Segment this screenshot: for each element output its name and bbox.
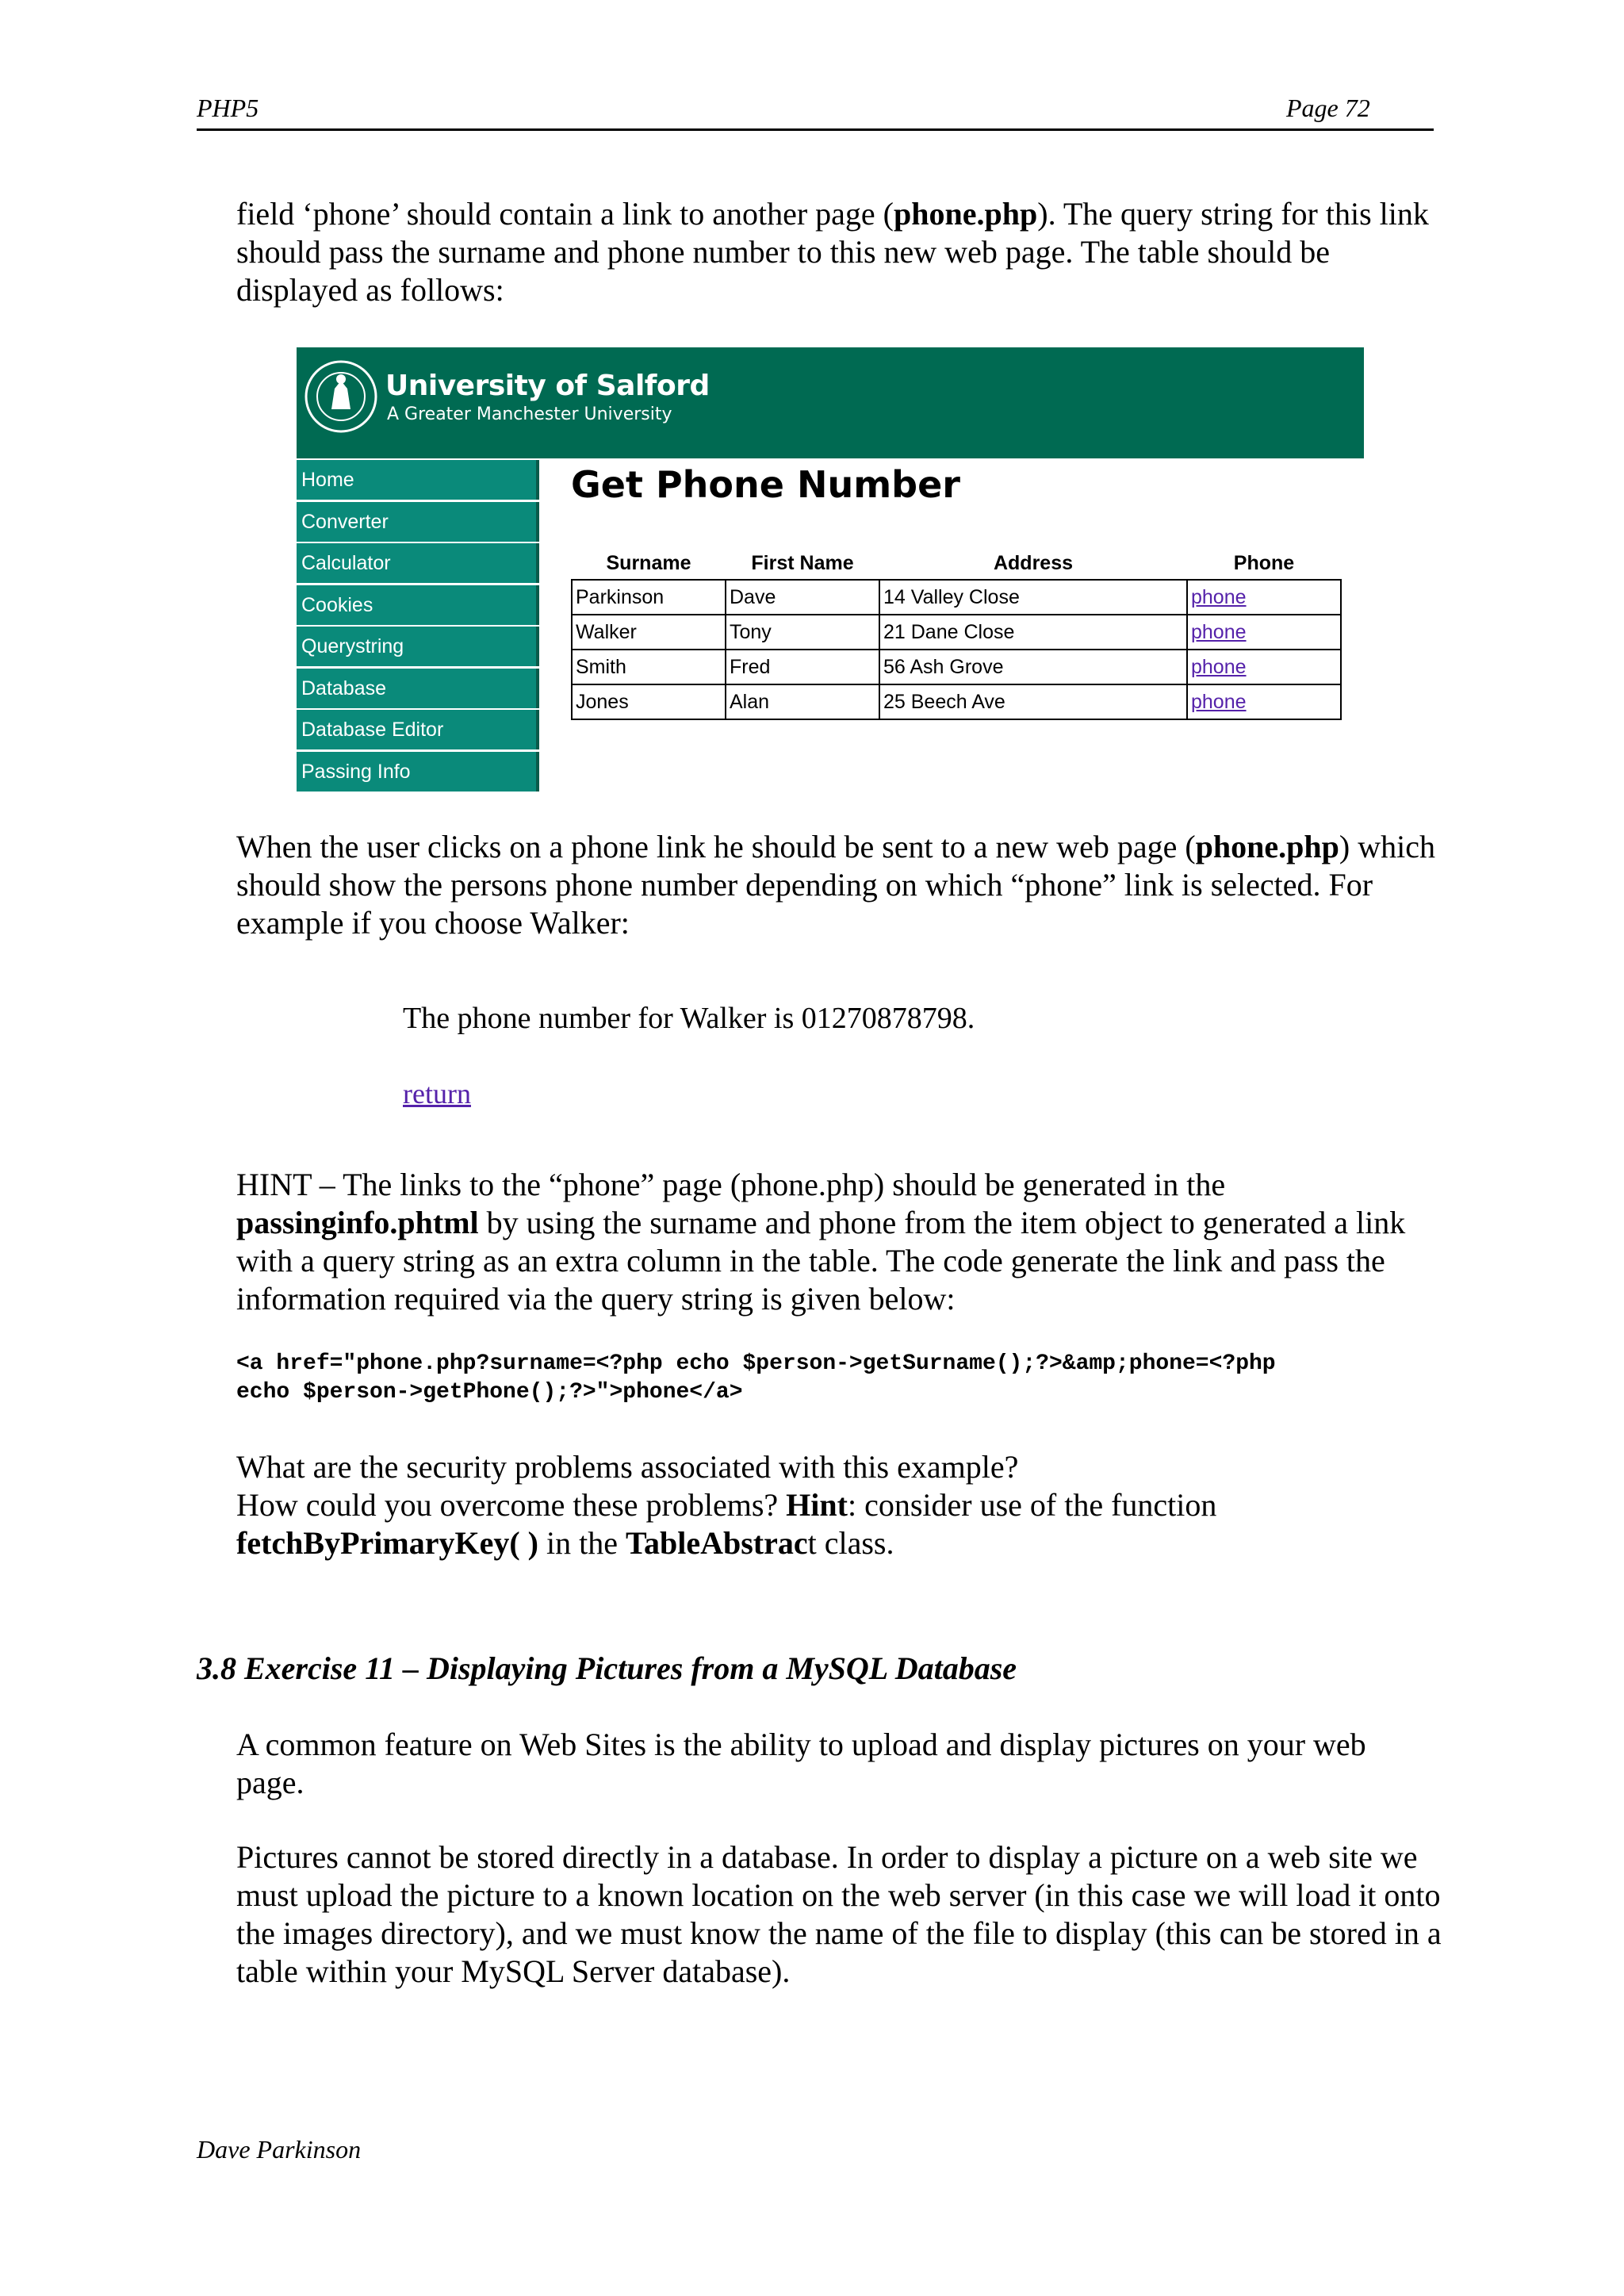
hint-bold-1: passinginfo.phtml	[236, 1205, 479, 1240]
phone-link[interactable]: phone	[1191, 585, 1247, 608]
cell-surname: Smith	[572, 650, 726, 684]
q2-text-c: : consider use of the function	[847, 1487, 1217, 1523]
cell-address: 21 Dane Close	[879, 615, 1187, 650]
header-first-name: First Name	[751, 551, 854, 574]
cell-first-name: Dave	[726, 580, 879, 615]
cell-phone	[1187, 615, 1341, 650]
nav-item-converter[interactable]: Converter	[297, 502, 539, 542]
cell-phone	[1187, 650, 1341, 684]
table-row	[572, 684, 1341, 719]
hint-paragraph	[236, 1166, 1442, 1318]
phone-link[interactable]: phone	[1191, 620, 1247, 643]
cell-first-name: Fred	[726, 650, 879, 684]
pictures-storage-paragraph: Pictures cannot be stored directly in a database. In order to display a picture on a web site we must upload the picture to a known location on the web server (in this case we will load it onto the images directory), and we must know the name of the file to display (this can be stored in a table within your MySQL Server database).	[236, 1839, 1442, 1989]
table-row	[572, 580, 1341, 615]
university-name: University of Salford	[385, 370, 710, 402]
q2-bold-hint: Hint	[786, 1487, 848, 1523]
cell-address: 25 Beech Ave	[879, 684, 1187, 719]
get-phone-title: Get Phone Number	[571, 463, 960, 506]
pictures-intro-paragraph: A common feature on Web Sites is the ability to upload and display pictures on your web page.	[236, 1727, 1366, 1800]
cell-address: 14 Valley Close	[879, 580, 1187, 615]
section-heading: 3.8 Exercise 11 – Displaying Pictures from a MySQL Database	[197, 1650, 1017, 1686]
phone-link[interactable]: phone	[1191, 655, 1247, 678]
header-page-number: Page 72	[1286, 94, 1370, 122]
table-row	[572, 615, 1341, 650]
nav-item-passing-info[interactable]: Passing Info	[297, 752, 539, 792]
header-address: Address	[993, 551, 1074, 574]
header-phone: Phone	[1233, 551, 1295, 574]
questions-paragraph	[236, 1448, 1442, 1562]
cell-phone	[1187, 580, 1341, 615]
cell-surname: Jones	[572, 684, 726, 719]
phone-link[interactable]: phone	[1191, 690, 1247, 713]
intro-text-2: ). The query string for this link should pass the surname and phone number to this new web page. The table should be displayed as follows:	[236, 196, 1429, 308]
header-rule	[197, 128, 1434, 131]
cell-first-name: Tony	[726, 615, 879, 650]
code-line-1: <a href="phone.php?surname=<?php echo $person->getSurname();?>&amp;phone=<?php	[236, 1351, 1276, 1376]
hint-text-1: HINT – The links to the “phone” page (phone.php) should be generated in the	[236, 1167, 1226, 1202]
q2-text-a: How could you overcome these problems?	[236, 1487, 787, 1523]
nav-item-database[interactable]: Database	[297, 669, 539, 708]
table-header-row	[572, 547, 1341, 580]
para2-bold-1: phone.php	[1195, 829, 1339, 864]
phone-number-result: The phone number for Walker is 01270878798.	[403, 1002, 975, 1035]
footer-author: Dave Parkinson	[197, 2135, 362, 2164]
intro-bold-1: phone.php	[894, 196, 1038, 232]
nav-item-querystring[interactable]: Querystring	[297, 627, 539, 666]
university-banner	[297, 347, 1364, 458]
nav-item-calculator[interactable]: Calculator	[297, 543, 539, 583]
intro-paragraph	[236, 195, 1442, 309]
cell-phone	[1187, 684, 1341, 719]
sidebar-nav	[297, 460, 539, 793]
q3-bold-fetch: fetchByPrimaryKey( )	[236, 1525, 538, 1561]
header-left: PHP5	[197, 94, 259, 122]
question-3	[236, 1524, 1442, 1562]
nav-item-home[interactable]: Home	[297, 460, 539, 500]
nav-item-cookies[interactable]: Cookies	[297, 585, 539, 625]
phone-link-paragraph	[236, 828, 1442, 942]
question-2	[236, 1486, 1442, 1524]
cell-first-name: Alan	[726, 684, 879, 719]
para2-text-2: ) which should show the persons phone number depending on which “phone” link is selected. For example if you choose Walker:	[236, 829, 1435, 941]
header-surname: Surname	[606, 551, 691, 574]
code-sample	[236, 1350, 1457, 1407]
question-1: What are the security problems associated with this example?	[236, 1449, 1019, 1485]
table-row	[572, 650, 1341, 684]
q3-text-d: t class.	[807, 1525, 894, 1561]
cell-surname: Parkinson	[572, 580, 726, 615]
cell-surname: Walker	[572, 615, 726, 650]
q3-bold-table: TableAbstrac	[625, 1525, 808, 1561]
people-table	[571, 547, 1342, 720]
para2-text-1: When the user clicks on a phone link he should be sent to a new web page (	[236, 829, 1196, 864]
hint-text-2: by using the surname and phone from the item object to generated a link with a query string as an extra column in the table. The code generate the link and pass the information required via the query string is given below:	[236, 1205, 1406, 1317]
intro-text-1: field ‘phone’ should contain a link to another page (	[236, 196, 894, 232]
university-crest-icon	[301, 357, 381, 436]
q3-text-b: in the	[538, 1525, 626, 1561]
screenshot-phone-table	[297, 347, 1364, 793]
university-subtitle: A Greater Manchester University	[387, 404, 672, 424]
cell-address: 56 Ash Grove	[879, 650, 1187, 684]
nav-item-database-editor[interactable]: Database Editor	[297, 710, 539, 749]
code-line-2: echo $person->getPhone();?>">phone</a>	[236, 1380, 743, 1405]
return-link[interactable]: return	[403, 1078, 471, 1110]
